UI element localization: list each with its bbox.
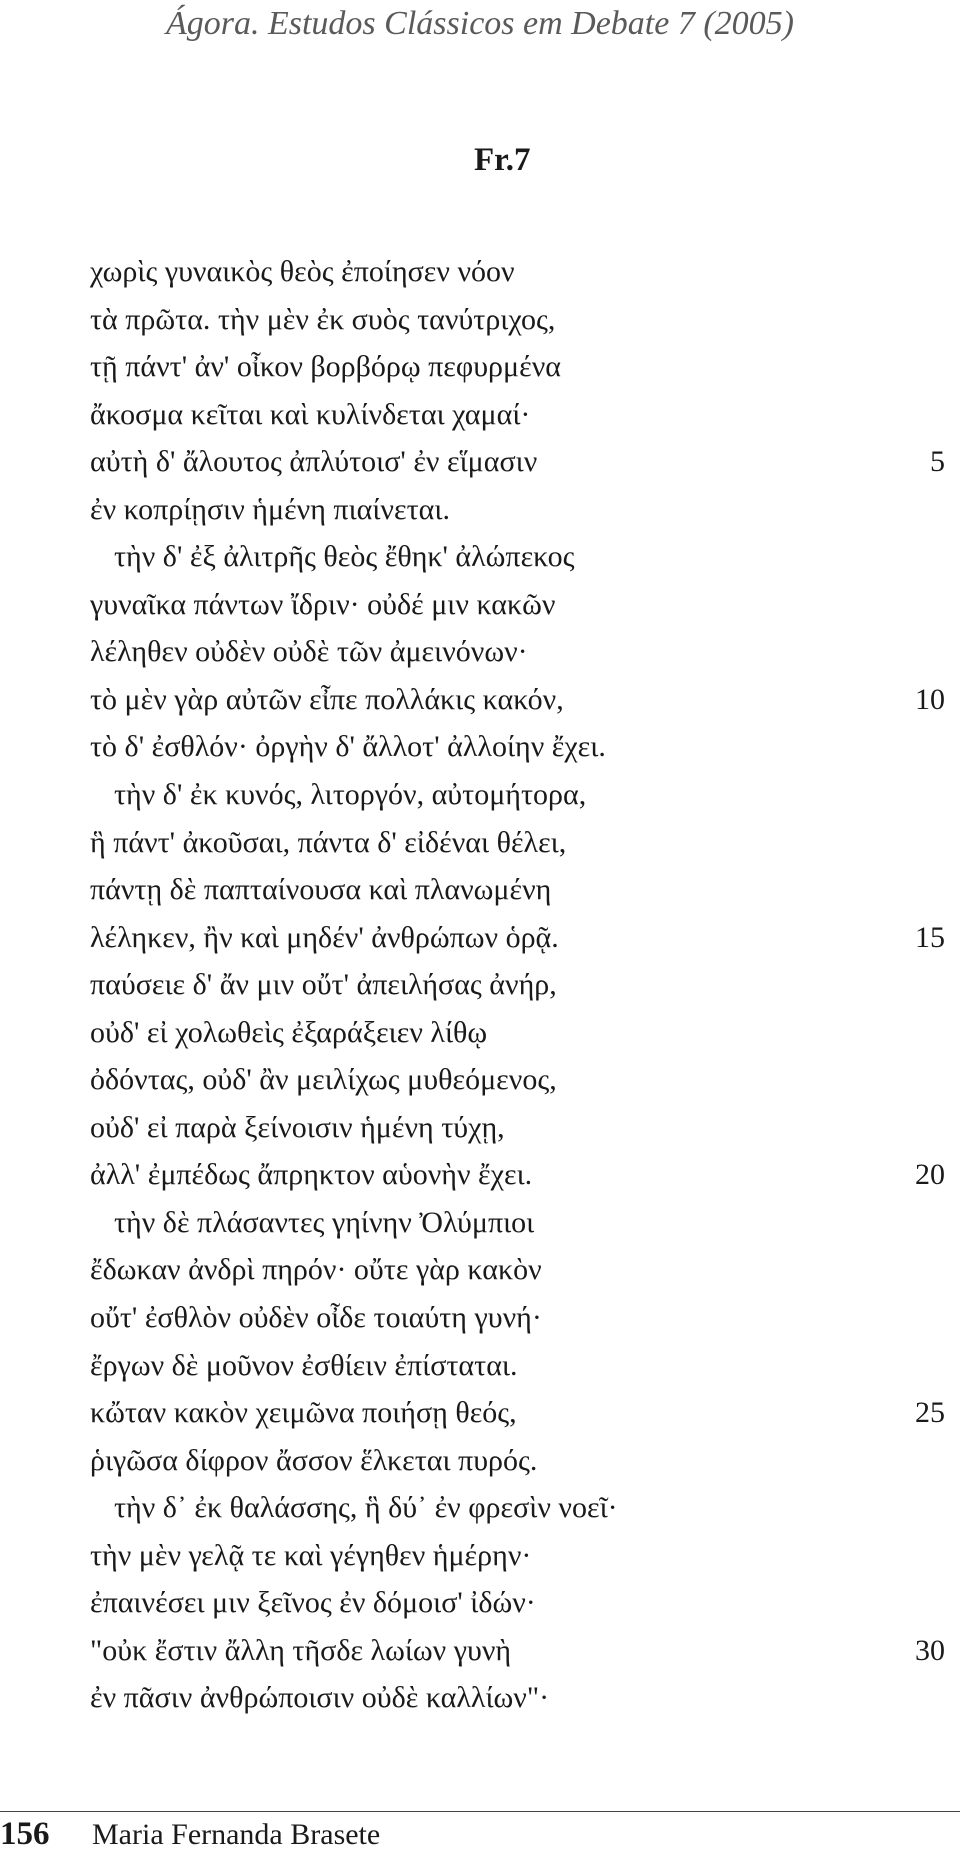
verse-line bbox=[0, 1155, 960, 1203]
verse-line bbox=[0, 1013, 960, 1061]
verse-text: ἔδωκαν ἀνδρὶ πηρόν· οὔτε γὰρ κακὸν bbox=[90, 1253, 542, 1287]
verse-line bbox=[0, 680, 960, 728]
verse-line bbox=[0, 347, 960, 395]
verse-text: τὴν δ᾽ ἐκ θαλάσσης, ἣ δύ᾽ ἐν φρεσὶν νοεῖ· bbox=[114, 1491, 618, 1525]
verse-text: οὐδ' εἰ παρὰ ξείνοισιν ἡμένη τύχῃ, bbox=[90, 1110, 505, 1144]
verse-text: γυναῖκα πάντων ἴδριν· οὐδέ μιν κακῶν bbox=[90, 587, 556, 621]
verse-line bbox=[0, 1536, 960, 1584]
verse-line bbox=[0, 1203, 960, 1251]
line-number: 5 bbox=[930, 445, 945, 479]
verse-text: λέληκεν, ἢν καὶ μηδέν' ἀνθρώπων ὁρᾷ. bbox=[90, 920, 559, 954]
verse-text: ἐν κοπρίῃσιν ἡμένη πιαίνεται. bbox=[90, 492, 450, 526]
verse-line bbox=[0, 300, 960, 348]
verse-line bbox=[0, 965, 960, 1013]
verse-text: ἔργων δὲ μοῦνον ἐσθίειν ἐπίσταται. bbox=[90, 1348, 518, 1382]
page-number: 156 bbox=[0, 1816, 50, 1852]
verse-line bbox=[0, 1678, 960, 1726]
verse-text: ἐν πᾶσιν ἀνθρώποισιν οὐδὲ καλλίων"· bbox=[90, 1681, 550, 1715]
verse-text: ὀδόντας, οὐδ' ἂν μειλίχως μυθεόμενος, bbox=[90, 1063, 557, 1097]
running-head: Ágora. Estudos Clássicos em Debate 7 (2005) bbox=[165, 5, 794, 42]
verse-line bbox=[0, 870, 960, 918]
verse-line bbox=[0, 823, 960, 871]
fragment-title: Fr.7 bbox=[474, 142, 531, 178]
verse-line bbox=[0, 1631, 960, 1679]
verse-text: οὐδ' εἰ χολωθεὶς ἐξαράξειεν λίθῳ bbox=[90, 1015, 488, 1049]
verse-line bbox=[0, 1060, 960, 1108]
verse-text: ἣ πάντ' ἀκοῦσαι, πάντα δ' εἰδέναι θέλει, bbox=[90, 825, 567, 859]
verse-text: παύσειε δ' ἄν μιν οὔτ' ἀπειλήσας ἀνήρ, bbox=[90, 968, 557, 1002]
verse-line bbox=[0, 727, 960, 775]
verse-text: ἐπαινέσει μιν ξεῖνος ἐν δόμοισ' ἰδών· bbox=[90, 1586, 536, 1620]
verse-text: τὸ μὲν γὰρ αὐτῶν εἶπε πολλάκις κακόν, bbox=[90, 682, 564, 716]
line-number: 20 bbox=[915, 1158, 945, 1192]
verse-text: τὸ δ' ἐσθλόν· ὀργὴν δ' ἄλλοτ' ἀλλοίην ἔχει. bbox=[90, 730, 606, 764]
line-number: 25 bbox=[915, 1396, 945, 1430]
verse-line bbox=[0, 252, 960, 300]
verse-line bbox=[0, 1583, 960, 1631]
verse-line bbox=[0, 1346, 960, 1394]
poem-body bbox=[0, 252, 960, 1726]
verse-text: οὔτ' ἐσθλὸν οὐδὲν οἶδε τοιαύτη γυνή· bbox=[90, 1301, 542, 1335]
verse-line bbox=[0, 490, 960, 538]
verse-text: κὤταν κακὸν χειμῶνα ποιήσῃ θεός, bbox=[90, 1396, 517, 1430]
verse-line bbox=[0, 1108, 960, 1156]
verse-text: "οὐκ ἔστιν ἄλλη τῆσδε λωίων γυνὴ bbox=[90, 1633, 512, 1667]
line-number: 30 bbox=[915, 1633, 945, 1667]
verse-line bbox=[0, 775, 960, 823]
author-name: Maria Fernanda Brasete bbox=[92, 1818, 381, 1851]
verse-line bbox=[0, 918, 960, 966]
verse-line bbox=[0, 1298, 960, 1346]
verse-text: τὰ πρῶτα. τὴν μὲν ἐκ συὸς τανύτριχος, bbox=[90, 302, 556, 336]
verse-line bbox=[0, 395, 960, 443]
verse-line bbox=[0, 1441, 960, 1489]
verse-line bbox=[0, 1393, 960, 1441]
verse-line bbox=[0, 537, 960, 585]
verse-text: ἄκοσμα κεῖται καὶ κυλίνδεται χαμαί· bbox=[90, 397, 531, 431]
verse-text: τὴν μὲν γελᾷ τε καὶ γέγηθεν ἡμέρην· bbox=[90, 1538, 532, 1572]
verse-line bbox=[0, 632, 960, 680]
verse-text: τὴν δὲ πλάσαντες γηίνην Ὀλύμπιοι bbox=[114, 1205, 535, 1239]
line-number: 15 bbox=[915, 920, 945, 954]
verse-line bbox=[0, 442, 960, 490]
verse-text: λέληθεν οὐδὲν οὐδὲ τῶν ἀμεινόνων· bbox=[90, 635, 528, 669]
verse-text: ῥιγῶσα δίφρον ἄσσον ἕλκεται πυρός. bbox=[90, 1443, 538, 1477]
footer-rule bbox=[0, 1811, 960, 1812]
verse-text: ἀλλ' ἐμπέδως ἄπρηκτον αὑονὴν ἔχει. bbox=[90, 1158, 533, 1192]
verse-line bbox=[0, 1250, 960, 1298]
verse-text: χωρὶς γυναικὸς θεὸς ἐποίησεν νόον bbox=[90, 255, 515, 288]
verse-text: τῇ πάντ' ἀν' οἶκον βορβόρῳ πεφυρμένα bbox=[90, 350, 561, 384]
verse-text: τὴν δ' ἐξ ἀλιτρῆς θεὸς ἔθηκ' ἀλώπεκος bbox=[114, 540, 575, 574]
verse-line bbox=[0, 585, 960, 633]
verse-text: αὐτὴ δ' ἄλουτος ἀπλύτοισ' ἐν εἵμασιν bbox=[90, 445, 538, 479]
verse-text: πάντῃ δὲ παπταίνουσα καὶ πλανωμένη bbox=[90, 873, 552, 907]
verse-text: τὴν δ' ἐκ κυνός, λιτοργόν, αὐτομήτορα, bbox=[114, 778, 587, 812]
verse-line bbox=[0, 1488, 960, 1536]
line-number: 10 bbox=[915, 682, 945, 716]
